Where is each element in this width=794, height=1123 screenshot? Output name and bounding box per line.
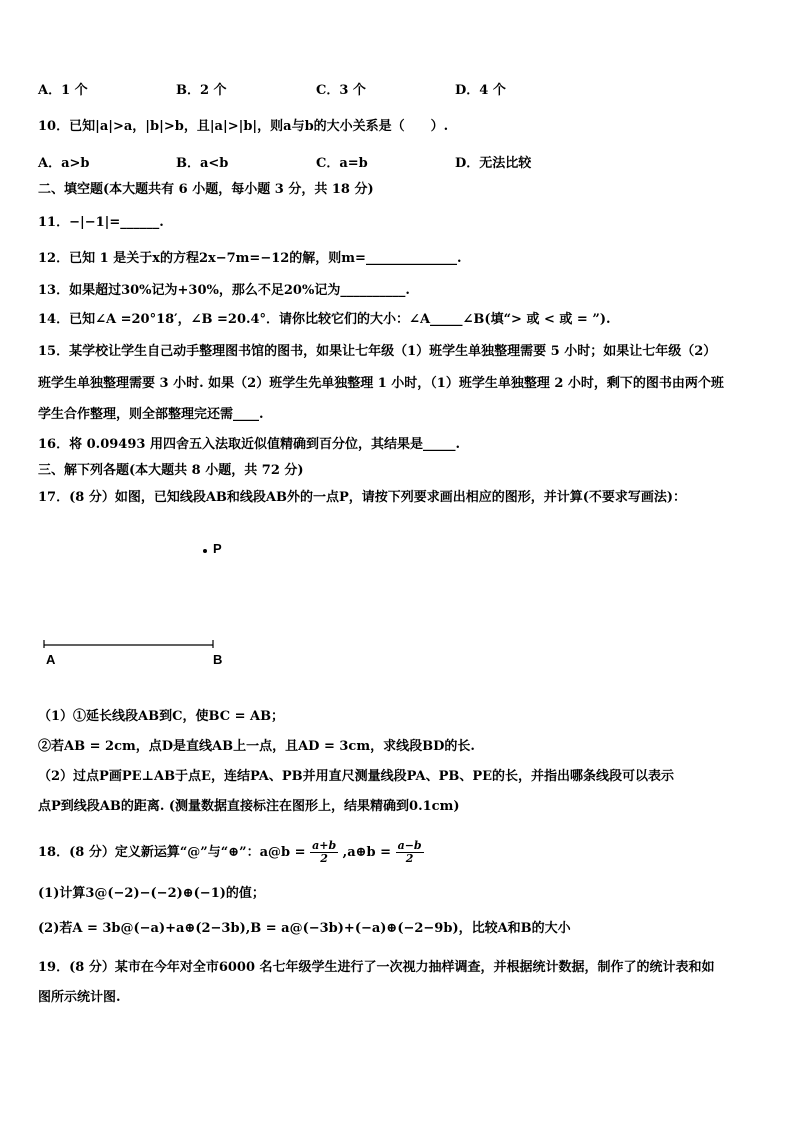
q18-fraction-1-denominator: 2 — [320, 852, 328, 865]
q10-option-b: B．a<b — [176, 156, 229, 171]
point-p-dot — [203, 549, 207, 553]
point-b-label: B — [213, 652, 223, 667]
q9-option-b: B．2 个 — [176, 83, 227, 98]
q10-option-a: A．a>b — [38, 156, 90, 171]
q18-fraction-2-denominator: 2 — [405, 852, 414, 865]
q15-line1: 15．某学校让学生自己动手整理图书馆的图书，如果让七年级（1）班学生单独整理需要 5 小时；如果让七年级（2） — [38, 344, 717, 359]
q9-option-a: A．1 个 — [38, 83, 88, 98]
q10-stem: 10．已知|a|>a，|b|>b，且|a|>|b|，则a与b的大小关系是（ ）. — [38, 119, 449, 134]
q15-line3: 学生合作整理，则全部整理完还需____. — [38, 407, 264, 422]
q18-fraction-1-numerator: a+b — [312, 839, 337, 852]
q17-part1a: （1）①延长线段AB到C，使BC = AB； — [38, 709, 285, 724]
q9-option-c: C．3 个 — [316, 83, 366, 98]
q12: 12．已知 1 是关于x的方程2x−7m=−12的解，则m=______________. — [38, 251, 462, 266]
section2-title: 二、填空题(本大题共有 6 小题，每小题 3 分，共 18 分) — [38, 182, 374, 197]
q18-fraction-2 — [396, 840, 424, 865]
point-p-label: P — [213, 541, 222, 556]
q14: 14．已知∠A =20°18′，∠B =20.4°．请你比较它们的大小：∠A_____∠B(填“> 或 < 或 = ”). — [38, 312, 611, 327]
q19-line1: 19．(8 分）某市在今年对全市6000 名七年级学生进行了一次视力抽样调查，并根据统计数据，制作了的统计表和如 — [38, 960, 715, 975]
q17-stem: 17．(8 分）如图，已知线段AB和线段AB外的一点P，请按下列要求画出相应的图形，并计算(不要求写画法)： — [38, 490, 687, 505]
section3-title: 三、解下列各题(本大题共 8 小题，共 72 分) — [38, 463, 304, 478]
q18-part2: (2)若A = 3b@(−a)+a⊕(2−3b),B = a@(−3b)+(−a)⊕(−2−9b)，比较A和B的大小 — [38, 921, 571, 936]
q18-fraction-2-numerator: a−b — [397, 839, 422, 852]
q18-stem — [38, 838, 424, 868]
q10-option-c: C．a=b — [316, 156, 368, 171]
q9-option-d: D．4 个 — [455, 83, 506, 98]
q18-part1: (1)计算3@(−2)−(−2)⊕(−1)的值； — [38, 886, 265, 901]
q18-fraction-1 — [310, 840, 338, 865]
q18-stem-prefix: 18．(8 分）定义新运算“@”与“⊕”：a@b = — [38, 845, 306, 860]
q10-option-d: D．无法比较 — [455, 156, 532, 171]
q17-part2a: （2）过点P画PE⊥AB于点E，连结PA、PB并用直尺测量线段PA、PB、PE的长，并指出哪条线段可以表示 — [38, 769, 675, 784]
q13: 13．如果超过30%记为+30%，那么不足20%记为__________. — [38, 283, 410, 298]
q16: 16．将 0.09493 用四舍五入法取近似值精确到百分位，其结果是_____. — [38, 437, 460, 452]
q19-line2: 图所示统计图. — [38, 990, 121, 1005]
point-a-label: A — [46, 652, 56, 667]
q15-line2: 班学生单独整理需要 3 小时. 如果（2）班学生先单独整理 1 小时，（1）班学生单独整理 2 小时，剩下的图书由两个班 — [38, 376, 724, 391]
q17-part2b: 点P到线段AB的距离. (测量数据直接标注在图形上，结果精确到0.1cm) — [38, 799, 460, 814]
q11: 11．−|−1|=______. — [38, 215, 164, 230]
q18-stem-mid: ,a⊕b = — [342, 845, 392, 860]
q17-part1b: ②若AB = 2cm，点D是直线AB上一点，且AD = 3cm，求线段BD的长. — [38, 739, 475, 754]
